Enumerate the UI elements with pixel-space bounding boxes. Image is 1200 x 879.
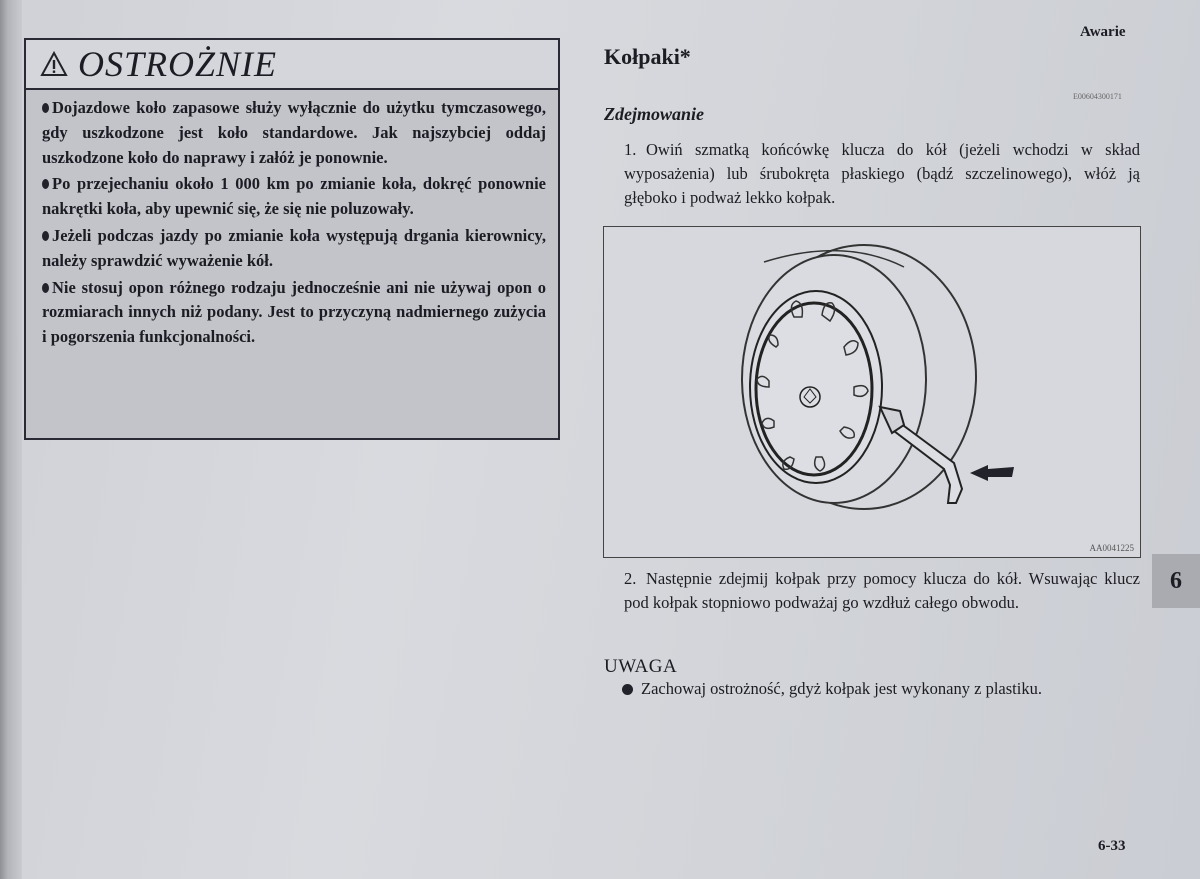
step-number: 2. [624,569,637,588]
section-title: Kołpaki* [604,44,691,69]
caution-item: Po przejechaniu około 1 000 km po zmianie koła, dokręć ponownie nakrętki koła, aby upewnić się, że się nie poluzowały. [42,174,546,219]
page-number: 6-33 [1098,838,1126,854]
bullet-icon [42,283,49,293]
step-number: 1. [624,140,637,159]
note-heading: UWAGA [604,656,678,677]
caution-item: Jeżeli podczas jazdy po zmianie koła występują drgania kierownicy, należy sprawdzić wyważenie kół. [42,225,546,270]
caution-item: Dojazdowe koło zapasowe służy wyłącznie do użytku tymczasowego, gdy uszkodzone jest koło standardowe. Jak najszybciej oddaj uszkodzone koło do naprawy i załóż je ponownie. [42,98,546,167]
bullet-icon [42,103,49,113]
step-1 [624,138,1140,210]
hubcap-removal-illustration [603,226,1141,558]
bullet-icon [622,684,633,695]
note-item: Zachowaj ostrożność, gdyż kołpak jest wykonany z plastiku. [622,677,1138,701]
chapter-tab: 6 [1152,554,1200,608]
warning-triangle-icon [40,51,68,77]
figure-code: AA0041225 [1089,543,1134,553]
caution-list [26,90,558,350]
caution-box [24,38,560,440]
wheel-illustration [604,227,1140,557]
section-subtitle: Zdejmowanie [604,104,704,124]
bullet-icon [42,231,49,241]
bullet-icon [42,179,49,189]
step-2 [624,567,1140,615]
section-code: E00604300171 [1073,92,1122,101]
caution-header [26,40,558,90]
step-text: Owiń szmatką końcówkę klucza do kół (jeżeli wchodzi w skład wyposażenia) lub śrubokręta płaskiego (bądź szczelinowego), włóż ją głęboko i podważ lekko kołpak. [624,140,1140,207]
caution-title: OSTROŻNIE [78,44,278,84]
step-text: Następnie zdejmij kołpak przy pomocy klucza do kół. Wsuwając klucz pod kołpak stopniowo podważaj go wzdłuż całego obwodu. [624,569,1140,612]
caution-item: Nie stosuj opon różnego rodzaju jednocześnie ani nie używaj opon o rozmiarach innych niż podany. Jest to przyczyną nadmiernego zużycia i pogorszenia funkcjonalności. [42,277,546,347]
running-header: Awarie [1080,24,1126,40]
page-binding [0,0,22,879]
